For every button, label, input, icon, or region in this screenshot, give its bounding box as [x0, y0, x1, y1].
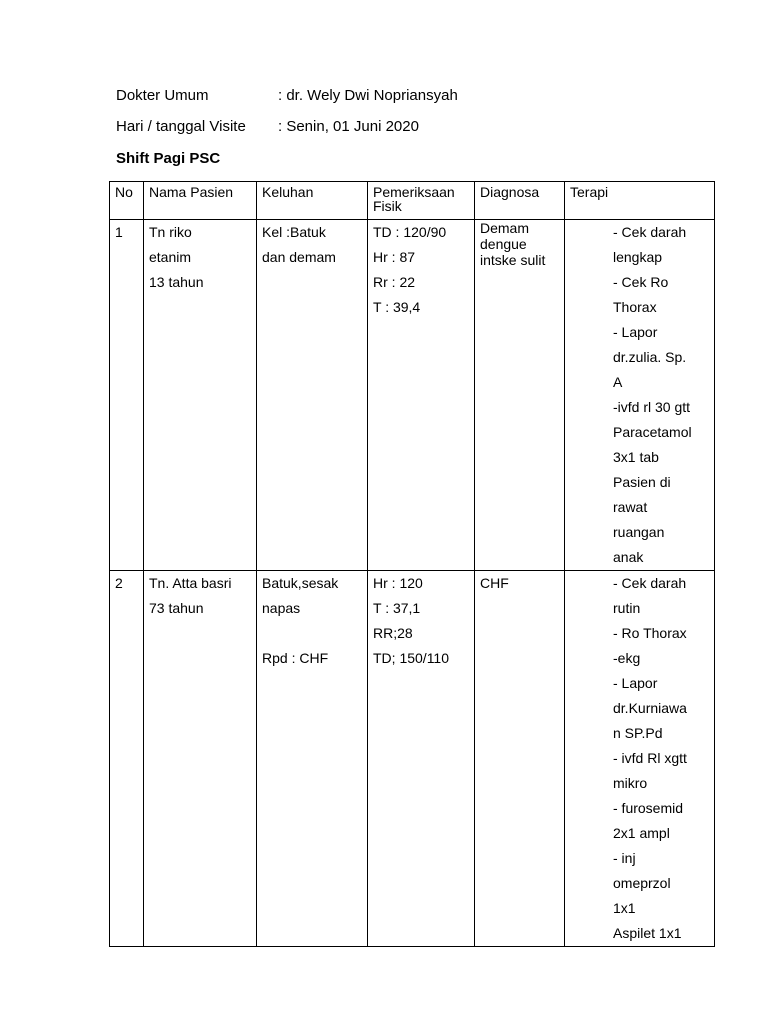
doctor-label: Dokter Umum [116, 87, 209, 104]
column-header-diagnosa: Diagnosa [475, 182, 565, 220]
cell-pemeriksaan [368, 220, 475, 571]
column-header-nama: Nama Pasien [144, 182, 257, 220]
date-value: : Senin, 01 Juni 2020 [278, 118, 419, 135]
cell-terapi [565, 220, 715, 571]
cell-text: - Cek Ro [613, 274, 669, 290]
cell-text: n SP.Pd [613, 725, 663, 741]
cell-text: rutin [613, 600, 641, 616]
column-header-terapi: Terapi [565, 182, 715, 220]
cell-text: Rpd : CHF [262, 650, 329, 666]
cell-text: - Cek darah [613, 224, 687, 240]
doctor-value: : dr. Wely Dwi Nopriansyah [278, 87, 458, 104]
cell-text: T : 39,4 [373, 299, 421, 315]
cell-pemeriksaan [368, 571, 475, 947]
cell-text: Paracetamol [613, 424, 692, 440]
cell-text: 13 tahun [149, 274, 204, 290]
column-header-pemeriksaan: Pemeriksaan Fisik [368, 182, 475, 220]
cell-text: anak [613, 549, 644, 565]
date-label: Hari / tanggal Visite [116, 118, 246, 135]
table-row [110, 220, 715, 571]
cell-text: - Cek darah [613, 575, 687, 591]
cell-text: 1x1 [613, 900, 636, 916]
cell-text: 2x1 ampl [613, 825, 670, 841]
cell-text: Tn. Atta basri [149, 575, 232, 591]
cell-text: RR;28 [373, 625, 413, 641]
cell-text: Hr : 87 [373, 249, 416, 265]
cell-text: Thorax [613, 299, 657, 315]
cell-no [110, 220, 144, 571]
cell-text: omeprzol [613, 875, 671, 891]
cell-text: mikro [613, 775, 648, 791]
cell-text: dengue [480, 236, 527, 252]
cell-terapi [565, 571, 715, 947]
cell-nama [144, 571, 257, 947]
cell-text: - furosemid [613, 800, 684, 816]
date-row [116, 118, 419, 135]
cell-text: Aspilet 1x1 [613, 925, 682, 941]
cell-text: - ivfd Rl xgtt [613, 750, 687, 766]
cell-text: -ekg [613, 650, 641, 666]
cell-text: T : 37,1 [373, 600, 421, 616]
cell-text [262, 621, 362, 646]
cell-text: - Lapor [613, 675, 658, 691]
cell-text: Hr : 120 [373, 575, 423, 591]
cell-text: - Ro Thorax [613, 625, 687, 641]
cell-text: dan demam [262, 249, 336, 265]
cell-text: -ivfd rl 30 gtt [613, 399, 691, 415]
cell-text: Tn riko [149, 224, 192, 240]
cell-text: lengkap [613, 249, 663, 265]
cell-text: Demam [480, 220, 530, 236]
cell-text: ruangan [613, 524, 665, 540]
cell-text: etanim [149, 249, 192, 265]
cell-text: rawat [613, 499, 648, 515]
column-header-no: No [110, 182, 144, 220]
cell-text: - Lapor [613, 324, 658, 340]
cell-text: 2 [115, 575, 123, 591]
patient-table [109, 181, 715, 947]
cell-text: TD : 120/90 [373, 224, 447, 240]
doctor-row [116, 87, 458, 104]
cell-keluhan [257, 571, 368, 947]
table-row [110, 571, 715, 947]
cell-text: TD; 150/110 [373, 650, 450, 666]
cell-text: - inj [613, 850, 636, 866]
cell-text: Batuk,sesak [262, 575, 339, 591]
cell-text: intske sulit [480, 252, 546, 268]
cell-text: dr.Kurniawa [613, 700, 687, 716]
cell-text: napas [262, 600, 301, 616]
cell-text: 73 tahun [149, 600, 204, 616]
cell-text: Kel :Batuk [262, 224, 326, 240]
cell-keluhan [257, 220, 368, 571]
shift-title: Shift Pagi PSC [116, 150, 221, 167]
cell-text: A [613, 374, 623, 390]
cell-text: Pasien di [613, 474, 671, 490]
cell-diagnosa [475, 571, 565, 947]
cell-text: Rr : 22 [373, 274, 416, 290]
cell-no [110, 571, 144, 947]
column-header-keluhan: Keluhan [257, 182, 368, 220]
cell-diagnosa [475, 220, 565, 571]
cell-text: dr.zulia. Sp. [613, 349, 687, 365]
cell-text: CHF [480, 575, 509, 591]
cell-nama [144, 220, 257, 571]
cell-text: 1 [115, 224, 123, 240]
cell-text: 3x1 tab [613, 449, 659, 465]
table-header-row [110, 182, 715, 220]
